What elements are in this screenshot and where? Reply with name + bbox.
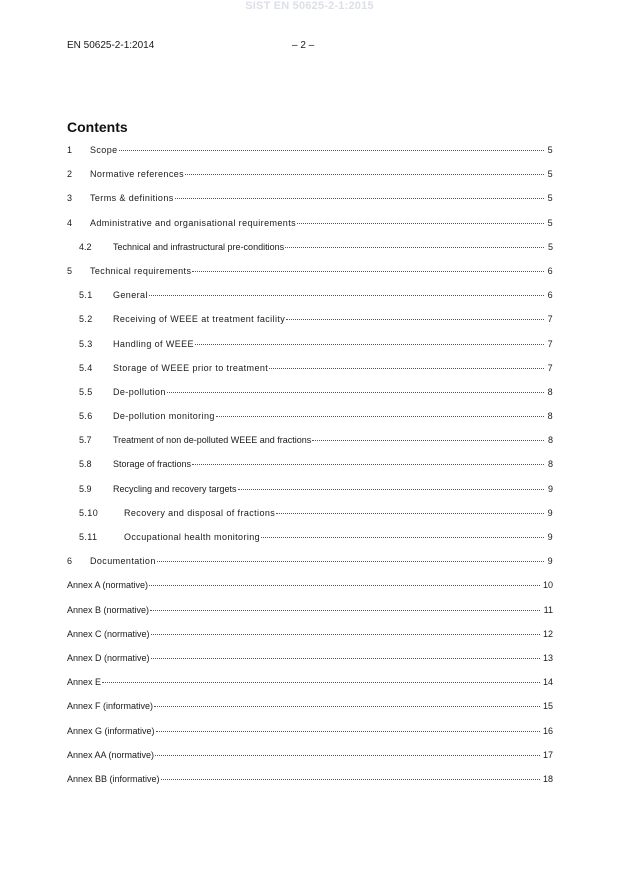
toc-title: Normative references	[90, 169, 185, 180]
toc-page: 6	[547, 290, 553, 301]
toc-leader	[151, 657, 540, 659]
toc-leader	[216, 415, 544, 417]
toc-page: 8	[547, 459, 553, 470]
page-title: Contents	[67, 119, 128, 135]
toc-leader	[175, 197, 544, 199]
toc-page: 9	[547, 507, 553, 518]
toc-title: Technical and infrastructural pre-conditions	[113, 241, 285, 252]
toc-page: 12	[542, 628, 553, 639]
toc-number: 1	[67, 145, 73, 155]
toc-title: De-pollution monitoring	[113, 411, 215, 422]
toc-page: 5	[547, 145, 553, 155]
toc-title: De-pollution	[113, 386, 166, 397]
toc-entry-normative-references[interactable]	[67, 169, 553, 193]
toc-leader	[276, 512, 544, 514]
toc-leader	[155, 754, 540, 756]
toc-number: 5.11	[79, 532, 98, 542]
toc-page: 14	[542, 677, 553, 688]
toc-page: 18	[542, 773, 553, 784]
toc-entry-5-4[interactable]	[67, 363, 553, 387]
toc-number: 5.2	[79, 314, 93, 325]
toc-entry-annex-f[interactable]	[67, 701, 553, 725]
toc-leader	[297, 222, 544, 224]
toc-entry-annex-g[interactable]	[67, 726, 553, 750]
toc-title: Storage of WEEE prior to treatment	[113, 362, 269, 373]
page-number: – 2 –	[292, 40, 315, 51]
toc-leader	[154, 705, 540, 707]
toc-page: 7	[547, 314, 553, 325]
toc-entry-annex-a[interactable]	[67, 580, 553, 604]
toc-title: Handling of WEEE	[113, 338, 194, 349]
toc-page: 9	[547, 483, 553, 494]
toc-number: 5	[67, 265, 73, 276]
toc-title: Annex G (informative)	[67, 725, 155, 736]
toc-entry-administrative[interactable]	[67, 218, 553, 242]
toc-entry-5-1[interactable]	[67, 290, 553, 314]
toc-leader	[161, 778, 540, 780]
toc-page: 9	[547, 556, 553, 567]
toc-page: 8	[547, 386, 553, 397]
toc-page: 8	[547, 411, 553, 422]
toc-title: Annex C (normative)	[67, 628, 150, 639]
toc-page: 6	[547, 265, 553, 276]
toc-entry-5-8[interactable]	[67, 459, 553, 483]
toc-page: 5	[547, 241, 553, 252]
toc-title: Annex AA (normative)	[67, 749, 155, 760]
toc-page: 16	[542, 725, 553, 736]
toc-leader	[149, 294, 544, 296]
toc-page: 8	[547, 435, 553, 446]
toc-number: 5.4	[79, 362, 93, 373]
toc-leader	[167, 391, 544, 393]
toc-leader	[185, 173, 544, 175]
toc-leader	[157, 560, 544, 562]
toc-leader	[156, 730, 540, 732]
toc-title: Annex F (informative)	[67, 701, 154, 712]
toc-page: 5	[547, 217, 553, 228]
toc-entry-5-10[interactable]	[67, 508, 553, 532]
toc-title: Annex B (normative)	[67, 604, 150, 615]
toc-entry-annex-bb[interactable]	[67, 774, 553, 798]
toc-title: Scope	[90, 145, 118, 155]
toc-entry-annex-b[interactable]	[67, 605, 553, 629]
toc-number: 5.10	[79, 507, 99, 518]
toc-entry-5-6[interactable]	[67, 411, 553, 435]
toc-number: 4	[67, 217, 73, 228]
table-of-contents	[67, 145, 553, 798]
toc-leader	[195, 343, 544, 345]
toc-entry-5-3[interactable]	[67, 339, 553, 363]
toc-leader	[151, 633, 540, 635]
toc-leader	[286, 318, 544, 320]
toc-title: Receiving of WEEE at treatment facility	[113, 314, 286, 325]
toc-title: Administrative and organisational requirements	[90, 217, 296, 228]
toc-title: Terms & definitions	[90, 193, 174, 204]
toc-entry-technical-requirements[interactable]	[67, 266, 553, 290]
toc-title: Treatment of non de-polluted WEEE and fractions	[113, 435, 312, 446]
toc-page: 17	[542, 749, 553, 760]
toc-entry-documentation[interactable]	[67, 556, 553, 580]
toc-entry-annex-c[interactable]	[67, 629, 553, 653]
toc-leader	[312, 439, 544, 441]
toc-entry-5-2[interactable]	[67, 314, 553, 338]
toc-page: 10	[542, 580, 553, 591]
toc-title: Recovery and disposal of fractions	[124, 507, 276, 518]
toc-number: 6	[67, 556, 73, 567]
toc-entry-5-5[interactable]	[67, 387, 553, 411]
toc-leader	[192, 463, 544, 465]
toc-number: 4.2	[79, 241, 92, 252]
toc-entry-terms-definitions[interactable]	[67, 193, 553, 217]
toc-title: Annex D (normative)	[67, 652, 150, 663]
toc-number: 5.5	[79, 386, 93, 397]
toc-page: 13	[542, 652, 553, 663]
toc-title: Technical requirements	[90, 265, 192, 276]
toc-entry-scope[interactable]	[67, 145, 553, 169]
toc-page: 7	[547, 362, 553, 373]
toc-number: 5.8	[79, 459, 92, 470]
toc-title: Occupational health monitoring	[124, 532, 261, 542]
toc-page: 15	[542, 701, 553, 712]
toc-title: Documentation	[90, 556, 156, 567]
toc-leader	[261, 536, 544, 538]
toc-entry-5-11[interactable]	[67, 532, 553, 556]
toc-leader	[149, 584, 540, 586]
document-id: EN 50625-2-1:2014	[67, 40, 155, 51]
toc-title: Storage of fractions	[113, 459, 192, 470]
toc-title: Annex E	[67, 677, 102, 688]
toc-number: 2	[67, 169, 73, 180]
toc-page: 11	[543, 604, 553, 615]
toc-entry-4-2[interactable]	[67, 242, 553, 266]
toc-leader	[102, 681, 540, 683]
watermark: SIST EN 50625-2-1:2015	[245, 0, 374, 12]
toc-entry-5-7[interactable]	[67, 435, 553, 459]
toc-title: Recycling and recovery targets	[113, 483, 237, 494]
toc-page: 5	[547, 193, 553, 204]
toc-number: 5.7	[79, 435, 92, 446]
toc-leader	[150, 609, 540, 611]
toc-leader	[238, 488, 544, 490]
toc-page: 7	[547, 338, 553, 349]
toc-number: 5.6	[79, 411, 93, 422]
toc-number: 5.9	[79, 483, 92, 494]
toc-entry-5-9[interactable]	[67, 484, 553, 508]
toc-number: 5.3	[79, 338, 93, 349]
toc-entry-annex-aa[interactable]	[67, 750, 553, 774]
toc-page: 5	[547, 169, 553, 180]
toc-leader	[269, 367, 544, 369]
toc-leader	[192, 270, 544, 272]
toc-entry-annex-d[interactable]	[67, 653, 553, 677]
toc-title: Annex A (normative)	[67, 580, 149, 591]
toc-leader	[119, 149, 544, 151]
toc-page: 9	[547, 532, 553, 542]
toc-entry-annex-e[interactable]	[67, 677, 553, 701]
toc-title: Annex BB (informative)	[67, 773, 160, 784]
toc-title: General	[113, 290, 148, 301]
toc-leader	[285, 246, 544, 248]
toc-number: 5.1	[79, 290, 93, 301]
toc-number: 3	[67, 193, 73, 204]
